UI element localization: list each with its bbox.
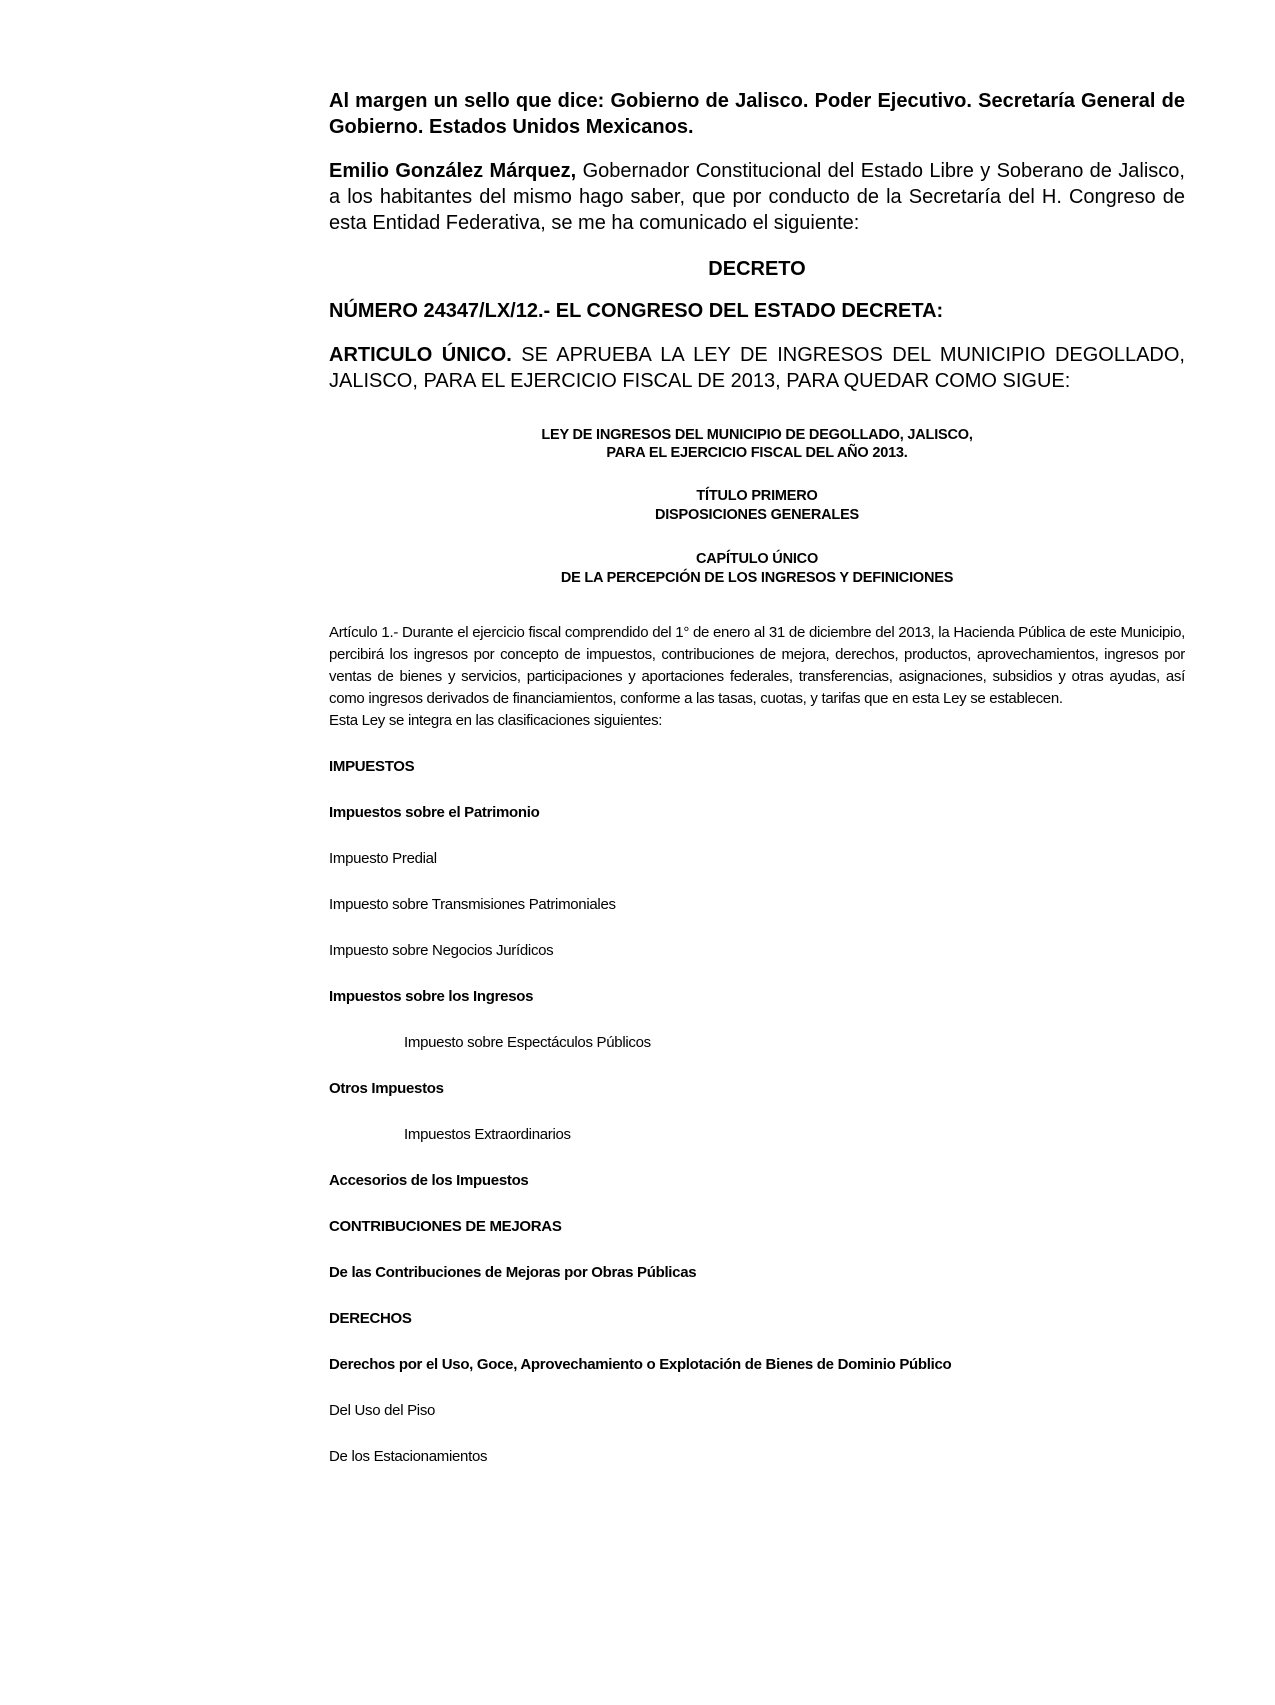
classification-item: DERECHOS: [329, 1310, 412, 1327]
classification-item: Impuesto sobre Espectáculos Públicos: [404, 1034, 651, 1051]
classification-item: De las Contribuciones de Mejoras por Obras Públicas: [329, 1264, 697, 1281]
seal-paragraph: Al margen un sello que dice: Gobierno de Jalisco. Poder Ejecutivo. Secretaría General de Gobierno. Estados Unidos Mexicanos.: [329, 90, 1185, 138]
governor-text: Gobernador Constitucional del Estado Libre y Soberano de Jalisco, a los habitantes del mismo hago saber, que por conducto de la Secretaría del H. Congreso de esta Entidad Federativa, se me ha comunicado el siguiente:: [329, 160, 1185, 234]
classification-item: Del Uso del Piso: [329, 1402, 436, 1419]
classification-item: IMPUESTOS: [329, 758, 415, 775]
capitulo-unico: [329, 550, 1185, 588]
classification-list: [329, 756, 1185, 1492]
capitulo-subheading: DE LA PERCEPCIÓN DE LOS INGRESOS Y DEFINICIONES: [560, 570, 954, 586]
titulo-primero: [329, 487, 1185, 525]
titulo-heading: TÍTULO PRIMERO: [696, 488, 818, 504]
classification-item: CONTRIBUCIONES DE MEJORAS: [329, 1218, 562, 1235]
law-title: [329, 426, 1185, 462]
classification-item: Derechos por el Uso, Goce, Aprovechamiento o Explotación de Bienes de Dominio Público: [329, 1356, 952, 1373]
classification-item: Impuestos Extraordinarios: [404, 1126, 571, 1143]
classification-item: Impuestos sobre el Patrimonio: [329, 804, 540, 821]
law-title-line-1: LEY DE INGRESOS DEL MUNICIPIO DE DEGOLLADO, JALISCO,: [541, 427, 973, 443]
document-page: [329, 88, 1185, 1492]
article-1-paragraph: Artículo 1.- Durante el ejercicio fiscal comprendido del 1° de enero al 31 de diciembre del 2013, la Hacienda Pública de este Municipio, percibirá los ingresos por concepto de impuestos, contribuciones de mejora, derechos, productos, aprovechamientos, ingresos por ventas de bienes y servicios, participaciones y aportaciones federales, transferencias, asignaciones, subsidios y otras ayudas, así como ingresos derivados de financiamientos, conforme a las tasas, cuotas, y tarifas que en esta Ley se establecen.: [329, 624, 1185, 707]
decree-heading: DECRETO: [708, 258, 806, 280]
decree-number: NÚMERO 24347/LX/12.- EL CONGRESO DEL ESTADO DECRETA:: [329, 300, 944, 322]
article-unico-text: SE APRUEBA LA LEY DE INGRESOS DEL MUNICIPIO DEGOLLADO, JALISCO, PARA EL EJERCICIO FISCAL DE 2013, PARA QUEDAR COMO SIGUE:: [329, 344, 1185, 392]
classification-item: Impuestos sobre los Ingresos: [329, 988, 534, 1005]
governor-paragraph: [329, 158, 1185, 236]
governor-name: Emilio González Márquez,: [329, 160, 577, 182]
article-unico-paragraph: [329, 342, 1185, 394]
classification-item: De los Estacionamientos: [329, 1448, 488, 1465]
classification-item: Impuesto Predial: [329, 850, 437, 867]
classification-item: Impuesto sobre Negocios Jurídicos: [329, 942, 554, 959]
titulo-subheading: DISPOSICIONES GENERALES: [654, 507, 860, 523]
article-1-note: Esta Ley se integra en las clasificaciones siguientes:: [329, 712, 663, 729]
capitulo-heading: CAPÍTULO ÚNICO: [695, 551, 819, 567]
classification-item: Accesorios de los Impuestos: [329, 1172, 529, 1189]
article-unico-label: ARTICULO ÚNICO.: [329, 344, 512, 366]
law-title-line-2: PARA EL EJERCICIO FISCAL DEL AÑO 2013.: [606, 445, 908, 461]
classification-item: Impuesto sobre Transmisiones Patrimoniales: [329, 896, 616, 913]
classification-item: Otros Impuestos: [329, 1080, 444, 1097]
